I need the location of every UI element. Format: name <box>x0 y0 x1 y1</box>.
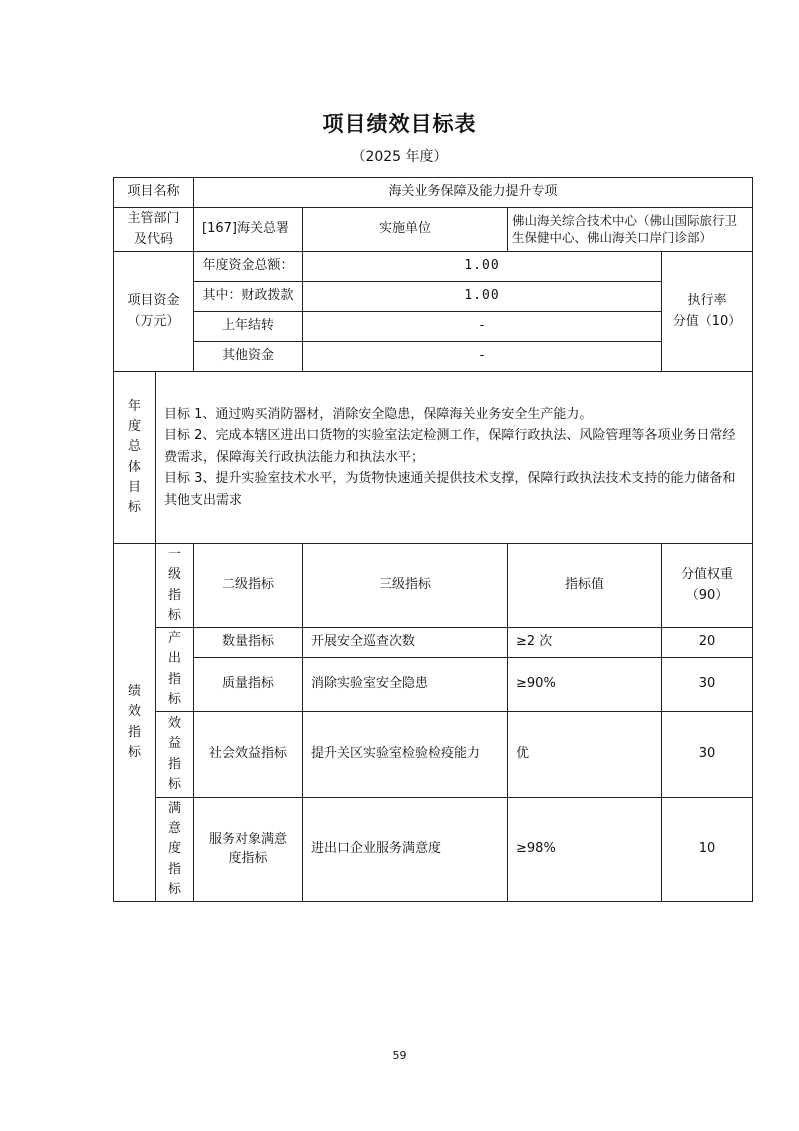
level2-cell: 服务对象满意 度指标 <box>194 798 303 902</box>
project-name-row <box>114 178 753 208</box>
project-name-label: 项目名称 <box>114 178 194 208</box>
goals-row <box>114 372 753 544</box>
header-level3: 三级指标 <box>303 544 508 628</box>
table-row <box>114 712 753 798</box>
weight-cell: 30 <box>662 658 753 712</box>
header-level2: 二级指标 <box>194 544 303 628</box>
header-value: 指标值 <box>508 544 662 628</box>
performance-table <box>113 177 753 902</box>
level3-cell: 提升关区实验室检验检疫能力 <box>303 712 508 798</box>
fund-value-other: - <box>303 342 662 372</box>
page-subtitle: （2025 年度） <box>351 149 448 165</box>
header-weight: 分值权重 （90） <box>662 544 753 628</box>
page-title: 项目绩效目标表 <box>322 112 477 136</box>
goals-content <box>156 372 753 544</box>
fund-value-total: 1.00 <box>303 252 662 282</box>
value-cell: ≥90% <box>508 658 662 712</box>
level2-cell: 质量指标 <box>194 658 303 712</box>
fund-value-fiscal: 1.00 <box>303 282 662 312</box>
fund-row-fiscal <box>114 282 753 312</box>
level2-cell: 社会效益指标 <box>194 712 303 798</box>
fund-label-fiscal: 其中：财政拨款 <box>194 282 303 312</box>
table-row <box>114 628 753 658</box>
value-cell: ≥98% <box>508 798 662 902</box>
fund-label-other: 其他资金 <box>194 342 303 372</box>
fund-row-total <box>114 252 753 282</box>
level1-benefit: 效 益 指 标 <box>156 712 194 798</box>
impl-unit-value: 佛山海关综合技术中心（佛山国际旅行卫生保健中心、佛山海关口岸门诊部） <box>508 208 753 252</box>
fund-label-carryover: 上年结转 <box>194 312 303 342</box>
level1-satisfaction: 满 意 度 指 标 <box>156 798 194 902</box>
value-cell: 优 <box>508 712 662 798</box>
impl-unit-label: 实施单位 <box>303 208 508 252</box>
project-name-value: 海关业务保障及能力提升专项 <box>194 178 753 208</box>
level2-cell: 数量指标 <box>194 628 303 658</box>
level3-cell: 进出口企业服务满意度 <box>303 798 508 902</box>
page-number: 59 <box>392 1049 407 1062</box>
fund-value-carryover: - <box>303 312 662 342</box>
fund-row-carryover <box>114 312 753 342</box>
fund-label-total: 年度资金总额： <box>194 252 303 282</box>
weight-cell: 30 <box>662 712 753 798</box>
indicator-header-row <box>114 544 753 628</box>
weight-cell: 10 <box>662 798 753 902</box>
indicators-label: 绩 效 指 标 <box>114 544 156 902</box>
goal-item: 目标 1、通过购买消防器材，消除安全隐患，保障海关业务安全生产能力。 <box>164 406 593 422</box>
level3-cell: 开展安全巡查次数 <box>303 628 508 658</box>
header-level1: 一 级 指 标 <box>156 544 194 628</box>
goals-label: 年 度 总 体 目 标 <box>114 372 156 544</box>
department-row <box>114 208 753 252</box>
table-row <box>114 658 753 712</box>
exec-rate-label: 执行率 分值（10） <box>662 252 753 372</box>
goal-item: 目标 3、提升实验室技术水平，为货物快速通关提供技术支撑，保障行政执法技术支持的能力储备和其他支出需求 <box>164 471 736 508</box>
department-value: [167]海关总署 <box>194 208 303 252</box>
level1-output: 产 出 指 标 <box>156 628 194 712</box>
funds-label: 项目资金 （万元） <box>114 252 194 372</box>
value-cell: ≥2 次 <box>508 628 662 658</box>
level3-cell: 消除实验室安全隐患 <box>303 658 508 712</box>
weight-cell: 20 <box>662 628 753 658</box>
fund-row-other <box>114 342 753 372</box>
table-row <box>114 798 753 902</box>
department-label: 主管部门 及代码 <box>114 208 194 252</box>
goal-item: 目标 2、完成本辖区进出口货物的实验室法定检测工作，保障行政执法、风险管理等各项业务日常经费需求，保障海关行政执法能力和执法水平； <box>164 428 736 465</box>
